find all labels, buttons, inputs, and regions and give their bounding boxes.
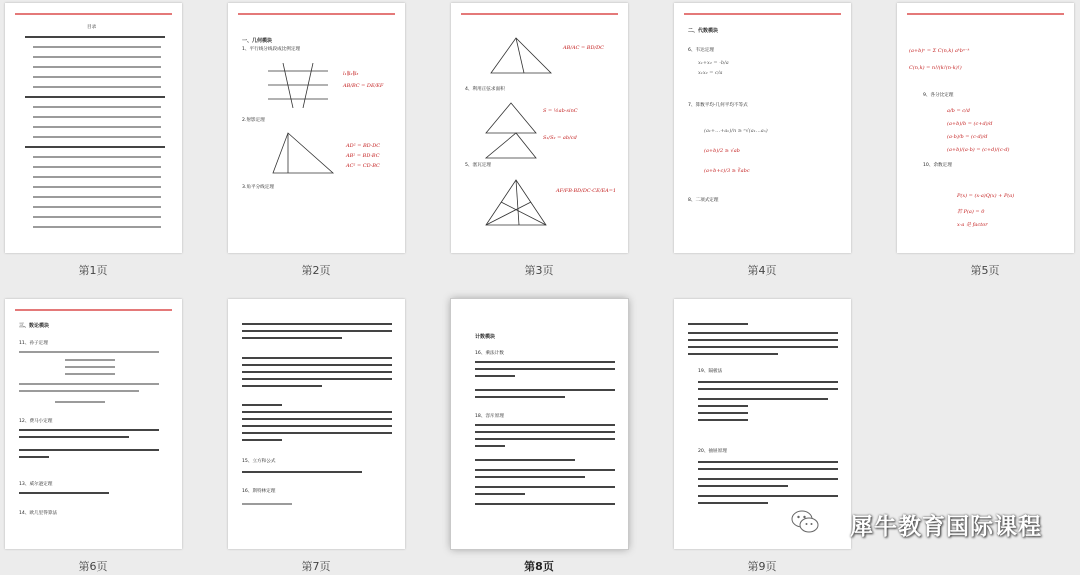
text-line <box>475 445 505 447</box>
text-line <box>19 436 129 438</box>
page-caption: 第4页 <box>747 264 777 277</box>
page-caption: 第8页 <box>524 560 554 573</box>
handwritten-note: l₁∥l₂∥l₃ <box>343 71 359 77</box>
page-thumbnail-4[interactable] <box>674 3 851 253</box>
item-label: 12、费马小定理 <box>19 419 53 424</box>
ceva-triangle-figure <box>481 175 551 230</box>
text-line <box>475 389 615 391</box>
toc-line <box>33 66 161 68</box>
item-label: 20、抽屉原理 <box>698 449 727 454</box>
handwritten-note: C(n,k) = n!/(k!(n-k)!) <box>909 65 962 71</box>
text-line <box>242 418 392 420</box>
toc-line <box>33 126 161 128</box>
toc-line <box>33 56 161 58</box>
toc-line <box>25 96 165 98</box>
item-label: 16、乘法计数 <box>475 351 504 356</box>
toc-line <box>33 156 161 158</box>
section-heading: 三、数论模块 <box>19 323 50 329</box>
right-triangle-figure <box>268 128 338 178</box>
handwritten-note: AD² = BD·DC <box>346 143 381 149</box>
handwritten-note: AF/FB·BD/DC·CE/EA=1 <box>556 188 617 194</box>
text-line <box>475 486 615 488</box>
toc-line <box>33 136 161 138</box>
text-line <box>19 449 159 451</box>
text-line <box>65 373 115 375</box>
text-line <box>242 404 282 406</box>
page-thumbnail-5[interactable] <box>897 3 1074 253</box>
text-line <box>688 339 838 341</box>
handwritten-note: P(x) = (x-a)Q(x) + P(a) <box>957 193 1015 199</box>
page-thumbnail-7[interactable] <box>228 299 405 549</box>
text-line <box>242 471 362 473</box>
text-line <box>475 375 515 377</box>
text-line <box>688 346 838 348</box>
toc-line <box>33 166 161 168</box>
item-label: 13、威尔逊定理 <box>19 482 53 487</box>
text-line <box>475 469 615 471</box>
toc-line <box>33 86 161 88</box>
item-label: 16、斯特林定理 <box>242 489 276 494</box>
item-label: 1、平行线分线段成比例定理 <box>242 47 301 52</box>
text-line <box>698 485 788 487</box>
text-line <box>698 468 838 470</box>
parallel-lines-figure <box>268 63 328 108</box>
page-thumbnail-6[interactable] <box>5 299 182 549</box>
watermark-text: 犀牛教育国际课程 <box>850 514 1042 540</box>
item-label: 14、欧几里得算法 <box>19 511 58 516</box>
wechat-icon <box>790 508 820 536</box>
text-line <box>19 456 49 458</box>
toc-line <box>25 146 165 148</box>
handwritten-note: (a+b)ⁿ = Σ C(n,k) aᵏbⁿ⁻ᵏ <box>909 48 970 54</box>
item-label: 8、二项式定理 <box>688 198 719 203</box>
handwritten-note: AC² = CD·BC <box>346 163 380 169</box>
handwritten-note: S = ½ab·sinC <box>543 108 578 114</box>
text-line <box>698 381 838 383</box>
item-label: 15、立方和公式 <box>242 459 276 464</box>
text-line <box>242 378 392 380</box>
page-thumbnail-2[interactable] <box>228 3 405 253</box>
toc-line <box>25 36 165 38</box>
text-line <box>698 461 838 463</box>
page-caption: 第5页 <box>970 264 1000 277</box>
text-line <box>19 390 139 392</box>
handwritten-note: (a+b)/b = (c+d)/d <box>947 121 993 127</box>
toc-line <box>33 106 161 108</box>
handwritten-note: (a+b+c)/3 ≥ ∛abc <box>704 168 750 174</box>
text-line <box>65 359 115 361</box>
text-line <box>242 503 292 505</box>
bisector-triangle-figure <box>486 33 556 78</box>
text-line <box>688 353 778 355</box>
red-header <box>684 13 841 15</box>
text-line <box>475 438 615 440</box>
toc-line <box>33 216 161 218</box>
text-line <box>698 502 768 504</box>
text-line <box>242 330 392 332</box>
text-line <box>698 495 838 497</box>
text-line <box>698 478 838 480</box>
text-line <box>242 439 282 441</box>
text-line <box>688 332 838 334</box>
item-label: 11、孙子定理 <box>19 341 48 346</box>
item-label: 2.射影定理 <box>242 118 265 123</box>
handwritten-note: x₁+x₂ = -b/a <box>698 60 729 66</box>
text-line <box>242 371 392 373</box>
handwritten-note: (a-b)/b = (c-d)/d <box>947 134 988 140</box>
text-line <box>242 432 392 434</box>
red-header <box>238 13 395 15</box>
page-caption: 第2页 <box>301 264 331 277</box>
red-header <box>15 13 172 15</box>
page-thumbnail-8[interactable] <box>451 299 628 549</box>
text-line <box>242 323 392 325</box>
text-line <box>698 419 748 421</box>
handwritten-note: (a+b)/(a-b) = (c+d)/(c-d) <box>947 147 1010 153</box>
text-line <box>242 357 392 359</box>
text-line <box>698 412 748 414</box>
toc-title: 目录 <box>87 25 97 30</box>
toc-line <box>33 116 161 118</box>
text-line <box>688 323 748 325</box>
page-thumbnail-9[interactable] <box>674 299 851 549</box>
text-line <box>698 398 828 400</box>
item-label: 19、隔板法 <box>698 369 723 374</box>
text-line <box>475 459 575 461</box>
toc-line <box>33 176 161 178</box>
toc-line <box>33 186 161 188</box>
text-line <box>475 476 585 478</box>
item-label: 10、余数定理 <box>923 163 952 168</box>
text-line <box>19 383 159 385</box>
section-heading: 一、几何模块 <box>242 38 273 44</box>
item-label: 5、塞瓦定理 <box>465 163 491 168</box>
page-caption: 第1页 <box>78 264 108 277</box>
text-line <box>19 429 159 431</box>
text-line <box>698 388 838 390</box>
section-heading: 计数模块 <box>475 334 496 340</box>
item-label: 9、各分比定理 <box>923 93 954 98</box>
toc-line <box>33 206 161 208</box>
text-line <box>475 368 615 370</box>
text-line <box>65 366 115 368</box>
text-line <box>242 411 392 413</box>
item-label: 4、利用正弦求面积 <box>465 87 505 92</box>
page-caption: 第6页 <box>78 560 108 573</box>
text-line <box>698 405 748 407</box>
handwritten-note: (a₁+…+aₙ)/n ≥ ⁿ√(a₁…aₙ) <box>704 128 768 134</box>
handwritten-note: 若 P(a) = 0 <box>957 209 985 215</box>
text-line <box>242 425 392 427</box>
handwritten-note: x-a 是 factor <box>957 222 988 228</box>
page-thumbnail-3[interactable] <box>451 3 628 253</box>
text-line <box>475 361 615 363</box>
page-caption: 第7页 <box>301 560 331 573</box>
item-label: 3.角平分线定理 <box>242 185 274 190</box>
text-line <box>475 503 615 505</box>
text-line <box>19 351 159 353</box>
toc-line <box>33 226 161 228</box>
item-label: 6、韦达定理 <box>688 48 714 53</box>
page-caption: 第3页 <box>524 264 554 277</box>
text-line <box>242 385 322 387</box>
handwritten-note: (a+b)/2 ≥ √ab <box>704 148 740 154</box>
text-line <box>475 424 615 426</box>
item-label: 7、算数平均-几何平均不等式 <box>688 103 748 108</box>
handwritten-note: AB/AC = BD/DC <box>563 45 604 51</box>
red-header <box>907 13 1064 15</box>
handwritten-note: AB/BC = DE/EF <box>343 83 384 89</box>
text-line <box>242 364 392 366</box>
item-label: 18、容斥原理 <box>475 414 504 419</box>
text-line <box>475 396 565 398</box>
toc-line <box>33 46 161 48</box>
handwritten-note: S₁/S₂ = ab/cd <box>543 135 577 141</box>
red-header <box>15 309 172 311</box>
handwritten-note: AB² = BD·BC <box>346 153 380 159</box>
toc-line <box>33 196 161 198</box>
toc-line <box>33 76 161 78</box>
handwritten-note: x₁x₂ = c/a <box>698 70 723 76</box>
text-line <box>475 431 615 433</box>
page-thumbnail-1[interactable] <box>5 3 182 253</box>
red-header <box>461 13 618 15</box>
text-line <box>242 337 342 339</box>
sine-area-figure-2 <box>481 128 541 163</box>
text-line <box>19 492 109 494</box>
text-line <box>475 493 525 495</box>
page-caption: 第9页 <box>747 560 777 573</box>
section-heading: 二、代数模块 <box>688 28 719 34</box>
text-line <box>55 401 105 403</box>
handwritten-note: a/b = c/d <box>947 108 970 114</box>
